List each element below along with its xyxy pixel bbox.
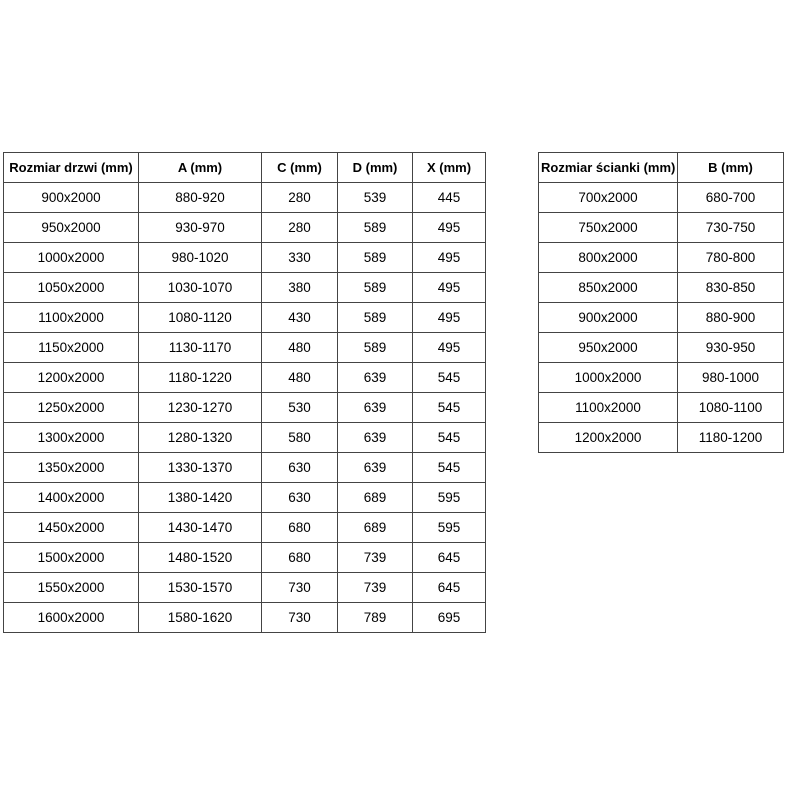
table-cell: 1150x2000 bbox=[4, 333, 139, 363]
table-cell: 1100x2000 bbox=[539, 393, 678, 423]
table-row bbox=[4, 603, 486, 633]
table-cell: 495 bbox=[413, 213, 486, 243]
table-cell: 689 bbox=[338, 513, 413, 543]
table-cell: 1250x2000 bbox=[4, 393, 139, 423]
table-cell: 645 bbox=[413, 543, 486, 573]
table-cell: 589 bbox=[338, 303, 413, 333]
table-cell: 739 bbox=[338, 573, 413, 603]
column-header: A (mm) bbox=[139, 153, 262, 183]
table-cell: 930-950 bbox=[678, 333, 784, 363]
column-header: B (mm) bbox=[678, 153, 784, 183]
table-row bbox=[4, 483, 486, 513]
table-cell: 430 bbox=[262, 303, 338, 333]
table-row bbox=[4, 573, 486, 603]
table-cell: 639 bbox=[338, 393, 413, 423]
table-cell: 880-900 bbox=[678, 303, 784, 333]
column-header: X (mm) bbox=[413, 153, 486, 183]
table-row bbox=[4, 423, 486, 453]
table-cell: 695 bbox=[413, 603, 486, 633]
table-cell: 495 bbox=[413, 273, 486, 303]
table-row bbox=[4, 243, 486, 273]
table-cell: 950x2000 bbox=[4, 213, 139, 243]
table-row bbox=[539, 273, 784, 303]
table-row bbox=[4, 213, 486, 243]
table-cell: 330 bbox=[262, 243, 338, 273]
table-cell: 639 bbox=[338, 423, 413, 453]
table-cell: 1230-1270 bbox=[139, 393, 262, 423]
table-cell: 589 bbox=[338, 213, 413, 243]
table-cell: 739 bbox=[338, 543, 413, 573]
table-cell: 1180-1220 bbox=[139, 363, 262, 393]
table-cell: 1450x2000 bbox=[4, 513, 139, 543]
table-row bbox=[4, 303, 486, 333]
table-cell: 545 bbox=[413, 363, 486, 393]
table-cell: 1000x2000 bbox=[4, 243, 139, 273]
door-size-table bbox=[3, 152, 486, 633]
table-cell: 280 bbox=[262, 183, 338, 213]
table-cell: 545 bbox=[413, 423, 486, 453]
table-cell: 1480-1520 bbox=[139, 543, 262, 573]
wall-size-table-header-row bbox=[539, 153, 784, 183]
table-cell: 980-1000 bbox=[678, 363, 784, 393]
table-row bbox=[4, 453, 486, 483]
table-row bbox=[539, 243, 784, 273]
table-cell: 1600x2000 bbox=[4, 603, 139, 633]
table-cell: 930-970 bbox=[139, 213, 262, 243]
table-cell: 789 bbox=[338, 603, 413, 633]
table-cell: 580 bbox=[262, 423, 338, 453]
column-header: D (mm) bbox=[338, 153, 413, 183]
table-cell: 689 bbox=[338, 483, 413, 513]
table-cell: 730 bbox=[262, 603, 338, 633]
table-row bbox=[4, 333, 486, 363]
table-cell: 1500x2000 bbox=[4, 543, 139, 573]
table-cell: 680 bbox=[262, 513, 338, 543]
table-row bbox=[4, 273, 486, 303]
wall-size-table bbox=[538, 152, 784, 453]
table-cell: 280 bbox=[262, 213, 338, 243]
table-row bbox=[4, 183, 486, 213]
table-cell: 495 bbox=[413, 243, 486, 273]
table-cell: 680 bbox=[262, 543, 338, 573]
table-row bbox=[539, 303, 784, 333]
table-cell: 445 bbox=[413, 183, 486, 213]
table-cell: 900x2000 bbox=[4, 183, 139, 213]
table-cell: 589 bbox=[338, 273, 413, 303]
table-cell: 800x2000 bbox=[539, 243, 678, 273]
table-cell: 880-920 bbox=[139, 183, 262, 213]
table-cell: 1180-1200 bbox=[678, 423, 784, 453]
table-cell: 495 bbox=[413, 333, 486, 363]
table-cell: 595 bbox=[413, 513, 486, 543]
table-row bbox=[539, 423, 784, 453]
table-cell: 630 bbox=[262, 453, 338, 483]
table-cell: 530 bbox=[262, 393, 338, 423]
table-cell: 1380-1420 bbox=[139, 483, 262, 513]
table-row bbox=[4, 513, 486, 543]
table-cell: 589 bbox=[338, 243, 413, 273]
table-cell: 780-800 bbox=[678, 243, 784, 273]
table-cell: 1050x2000 bbox=[4, 273, 139, 303]
table-cell: 1100x2000 bbox=[4, 303, 139, 333]
table-cell: 1130-1170 bbox=[139, 333, 262, 363]
table-cell: 639 bbox=[338, 363, 413, 393]
table-cell: 1530-1570 bbox=[139, 573, 262, 603]
table-cell: 495 bbox=[413, 303, 486, 333]
table-cell: 1580-1620 bbox=[139, 603, 262, 633]
table-cell: 595 bbox=[413, 483, 486, 513]
table-cell: 630 bbox=[262, 483, 338, 513]
table-cell: 545 bbox=[413, 393, 486, 423]
table-cell: 1550x2000 bbox=[4, 573, 139, 603]
table-cell: 980-1020 bbox=[139, 243, 262, 273]
table-cell: 750x2000 bbox=[539, 213, 678, 243]
table-cell: 589 bbox=[338, 333, 413, 363]
table-cell: 1300x2000 bbox=[4, 423, 139, 453]
table-cell: 730-750 bbox=[678, 213, 784, 243]
table-cell: 1200x2000 bbox=[539, 423, 678, 453]
table-cell: 1430-1470 bbox=[139, 513, 262, 543]
table-row bbox=[539, 333, 784, 363]
column-header: C (mm) bbox=[262, 153, 338, 183]
table-cell: 545 bbox=[413, 453, 486, 483]
table-cell: 680-700 bbox=[678, 183, 784, 213]
table-cell: 1280-1320 bbox=[139, 423, 262, 453]
table-cell: 380 bbox=[262, 273, 338, 303]
table-cell: 539 bbox=[338, 183, 413, 213]
column-header: Rozmiar ścianki (mm) bbox=[539, 153, 678, 183]
table-cell: 1000x2000 bbox=[539, 363, 678, 393]
table-row bbox=[539, 213, 784, 243]
table-row bbox=[539, 393, 784, 423]
table-cell: 480 bbox=[262, 363, 338, 393]
table-cell: 480 bbox=[262, 333, 338, 363]
table-cell: 700x2000 bbox=[539, 183, 678, 213]
table-row bbox=[4, 363, 486, 393]
table-cell: 645 bbox=[413, 573, 486, 603]
table-cell: 950x2000 bbox=[539, 333, 678, 363]
table-cell: 1200x2000 bbox=[4, 363, 139, 393]
table-cell: 730 bbox=[262, 573, 338, 603]
table-cell: 1030-1070 bbox=[139, 273, 262, 303]
door-size-table-header-row bbox=[4, 153, 486, 183]
table-cell: 1400x2000 bbox=[4, 483, 139, 513]
table-row bbox=[539, 363, 784, 393]
table-cell: 1080-1100 bbox=[678, 393, 784, 423]
table-cell: 900x2000 bbox=[539, 303, 678, 333]
table-cell: 830-850 bbox=[678, 273, 784, 303]
table-row bbox=[4, 543, 486, 573]
column-header: Rozmiar drzwi (mm) bbox=[4, 153, 139, 183]
table-cell: 1080-1120 bbox=[139, 303, 262, 333]
table-cell: 850x2000 bbox=[539, 273, 678, 303]
table-cell: 1350x2000 bbox=[4, 453, 139, 483]
table-row bbox=[4, 393, 486, 423]
table-row bbox=[539, 183, 784, 213]
table-cell: 639 bbox=[338, 453, 413, 483]
table-cell: 1330-1370 bbox=[139, 453, 262, 483]
